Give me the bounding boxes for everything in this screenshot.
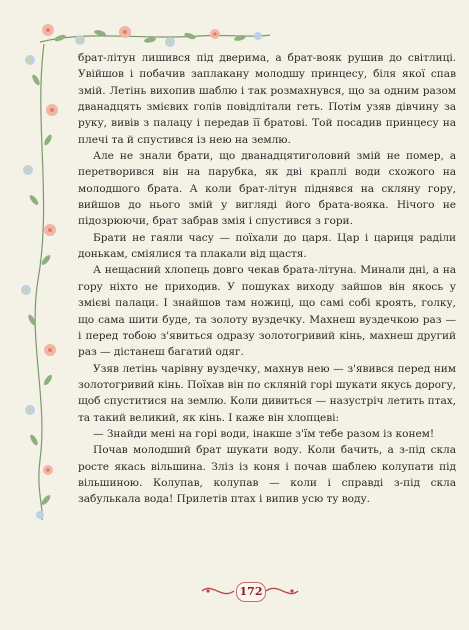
- page-number: 172: [236, 582, 266, 602]
- story-text: [78, 50, 456, 508]
- paragraph: Але не знали брати, що дванадцятиголовий змій не помер, а перетворився він на парубка, як дві краплі води схожого на молодшого брата. А коли брат-літун піднявся на скляну гору, вийшов до нього змій у вигляді його брата-вояка. Нічого не підозрюючи, брат забрав змія і спустився з гори.: [78, 150, 456, 228]
- paragraph: брат-літун лишився під дверима, а брат-вояк рушив до світлиці. Увійшов і побачив заплакану молодшу принцесу, біля якої спав змій. Летінь вихопив шаблю і так розмахнувся, що за одним разом дванадцять змієвих голів повідлітали геть. Потім узяв дівчину за руку, вивів з палацу і передав її братові. Той посадив принцесу на плечі та й спустився із нею на землю.: [78, 52, 456, 146]
- paragraph: Брати не гаяли часу — поїхали до царя. Цар і цариця раділи донькам, сміялися та плакали від щастя.: [78, 231, 456, 261]
- page-footer: [200, 578, 300, 604]
- paragraph: — Знайди мені на горі води, інакше з'їм тебе разом із конем!: [93, 427, 435, 440]
- paragraph: Почав молодший брат шукати воду. Коли бачить, а з-під скла росте якась вільшина. Зліз із коня і почав шаблею колупати під вільшиною. Колупав, колупав — коли і справді з-під скла забулькала вода! Прилетів птах і випив усю ту воду.: [78, 444, 456, 506]
- paragraph: А нещасний хлопець довго чекав брата-літуна. Минали дні, а на гору ніхто не приходив. У пошуках виходу зайшов він якось у змієві палаци. І знайшов там ножиці, що самі собі кроять, голку, що сама шити буде, та золоту вуздечку. Махнеш вуздечкою раз — і перед тобою з'явиться одразу золотогривий кінь, махнеш другий раз — дістанеш багатий одяг.: [78, 264, 456, 359]
- paragraph: Узяв летінь чарівну вуздечку, махнув нею — з'явився перед ним золотогривий кінь. Поїхав він по скляній горі шукати якусь дорогу, щоб спуститися на землю. Коли дивиться — назустріч летить птах, та такий великий, як кінь. І каже він хлопцеві:: [78, 362, 456, 424]
